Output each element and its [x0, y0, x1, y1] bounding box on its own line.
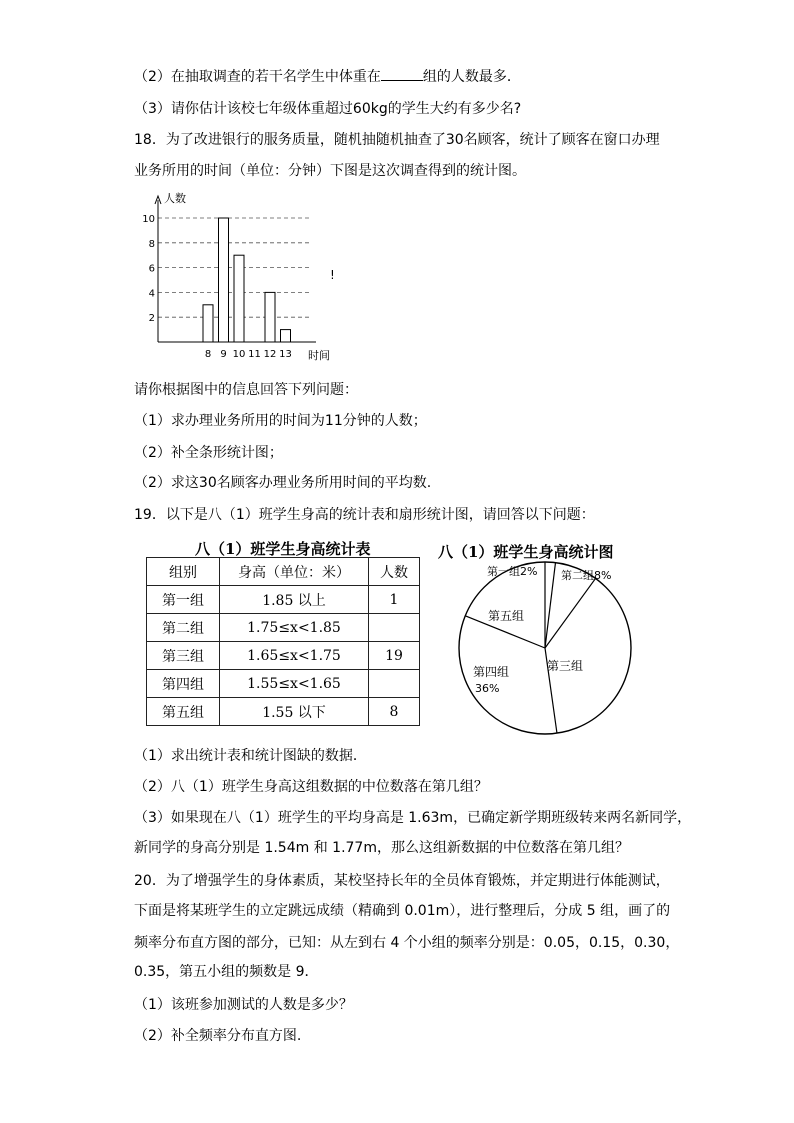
bar-9: [219, 218, 229, 342]
bar-chart: [138, 186, 348, 368]
x-tick-label: 13: [279, 349, 292, 360]
bar-8: [203, 305, 213, 342]
table-cell: [369, 614, 420, 642]
q17-part3: （3）请你估计该校七年级体重超过60kg的学生大约有多少名?: [134, 101, 522, 117]
pie-label-group4: 第四组: [473, 665, 510, 679]
bar-10: [234, 255, 244, 342]
q20-text-line1: 20．为了增强学生的身体素质，某校坚持长年的全员体育锻炼，并定期进行体能测试，: [134, 873, 670, 889]
y-tick-label: 8: [148, 238, 155, 250]
q20-text-line2: 下面是将某班学生的立定跳远成绩（精确到 0.01m），进行整理后，分成 5 组，画了的: [134, 903, 671, 919]
pie-label-group4-percent: 36%: [475, 682, 500, 695]
q19-part3-line2: 新同学的身高分别是 1.54m 和 1.77m，那么这组新数据的中位数落在第几组？: [134, 840, 629, 856]
q19-part3-line1: （3）如果现在八（1）班学生的平均身高是 1.63m，已确定新学期班级转来两名新同学，: [134, 810, 692, 826]
bar-13: [281, 330, 291, 342]
y-axis-label: 人数: [164, 192, 186, 205]
y-tick-label: 10: [142, 214, 155, 225]
table-cell: 第四组: [147, 670, 220, 698]
table-cell: 第二组: [147, 614, 220, 642]
stray-mark: !: [330, 268, 335, 282]
q18-part1: （1）求办理业务所用的时间为11分钟的人数；: [134, 413, 427, 429]
table-cell: 第三组: [147, 642, 220, 670]
table-title: 八（1）班学生身高统计表: [195, 540, 371, 558]
bar-12: [265, 292, 275, 342]
table-row: [147, 670, 420, 698]
table-cell: 1.55 以下: [220, 698, 369, 726]
q19-part2: （2）八（1）班学生身高这组数据的中位数落在第几组？: [134, 779, 488, 795]
x-tick-label: 11: [248, 349, 261, 360]
table-cell: 1.85 以上: [220, 586, 369, 614]
q20-part2: （2）补全频率分布直方图.: [134, 1028, 302, 1044]
table-row: [147, 698, 420, 726]
table-header: 人数: [369, 558, 420, 586]
y-tick-label: 4: [148, 288, 155, 300]
q20-part1: （1）该班参加测试的人数是多少？: [134, 997, 353, 1013]
table-cell: 1: [369, 586, 420, 614]
table-row: [147, 642, 420, 670]
pie-label-group3: 第三组: [547, 659, 584, 673]
q18-part2: （2）补全条形统计图；: [134, 445, 283, 461]
table-cell: 第一组: [147, 586, 220, 614]
table-cell: 1.55≤x<1.65: [220, 670, 369, 698]
table-header-row: [147, 558, 420, 586]
pie-chart: [455, 558, 635, 738]
table-cell: 第五组: [147, 698, 220, 726]
q20-text-line4: 0.35，第五小组的频数是 9．: [134, 964, 319, 980]
table-cell: 1.65≤x<1.75: [220, 642, 369, 670]
x-tick-label: 8: [204, 349, 212, 360]
table-cell: 8: [369, 698, 420, 726]
q18-intro: 请你根据图中的信息回答下列问题：: [134, 382, 358, 398]
x-axis-label: 时间: [308, 349, 330, 362]
q18-text-line2: 业务所用的时间（单位：分钟）下图是这次调查得到的统计图。: [134, 163, 526, 179]
pie-title: 八（1）班学生身高统计图: [438, 543, 614, 561]
q18-part3: （2）求这30名顾客办理业务所用时间的平均数.: [134, 475, 432, 491]
pie-label-group2: 第二组8%: [561, 569, 612, 582]
y-tick-label: 6: [148, 263, 155, 275]
table-cell: [369, 670, 420, 698]
q19-text: 19．以下是八（1）班学生身高的统计表和扇形统计图，请回答以下问题：: [134, 507, 595, 523]
q18-text-line1: 18．为了改进银行的服务质量，随机抽随机抽查了30名顾客，统计了顾客在窗口办理: [134, 132, 660, 148]
table-row: [147, 614, 420, 642]
x-tick-label: 9: [220, 349, 227, 360]
pie-label-group5: 第五组: [488, 609, 525, 623]
x-tick-label: 12: [263, 349, 277, 360]
pie-label-group1: 第一组2%: [487, 565, 538, 578]
table-header: 组别: [147, 558, 220, 586]
q19-part1: （1）求出统计表和统计图缺的数据．: [134, 748, 367, 764]
table-cell: 1.75≤x<1.85: [220, 614, 369, 642]
q17-part2: （2）在抽取调查的若干名学生中体重在 组的人数最多．: [134, 66, 521, 87]
table-header: 身高（单位：米）: [220, 558, 369, 586]
q20-text-line3: 频率分布直方图的部分，已知：从左到右 4 个小组的频率分别是：0.05，0.15，0.30，: [134, 935, 680, 951]
table-row: [147, 586, 420, 614]
table-cell: 19: [369, 642, 420, 670]
y-tick-label: 2: [148, 313, 155, 325]
x-tick-label: 10: [232, 349, 246, 360]
height-table: [146, 557, 420, 726]
answer-blank: [381, 66, 423, 81]
